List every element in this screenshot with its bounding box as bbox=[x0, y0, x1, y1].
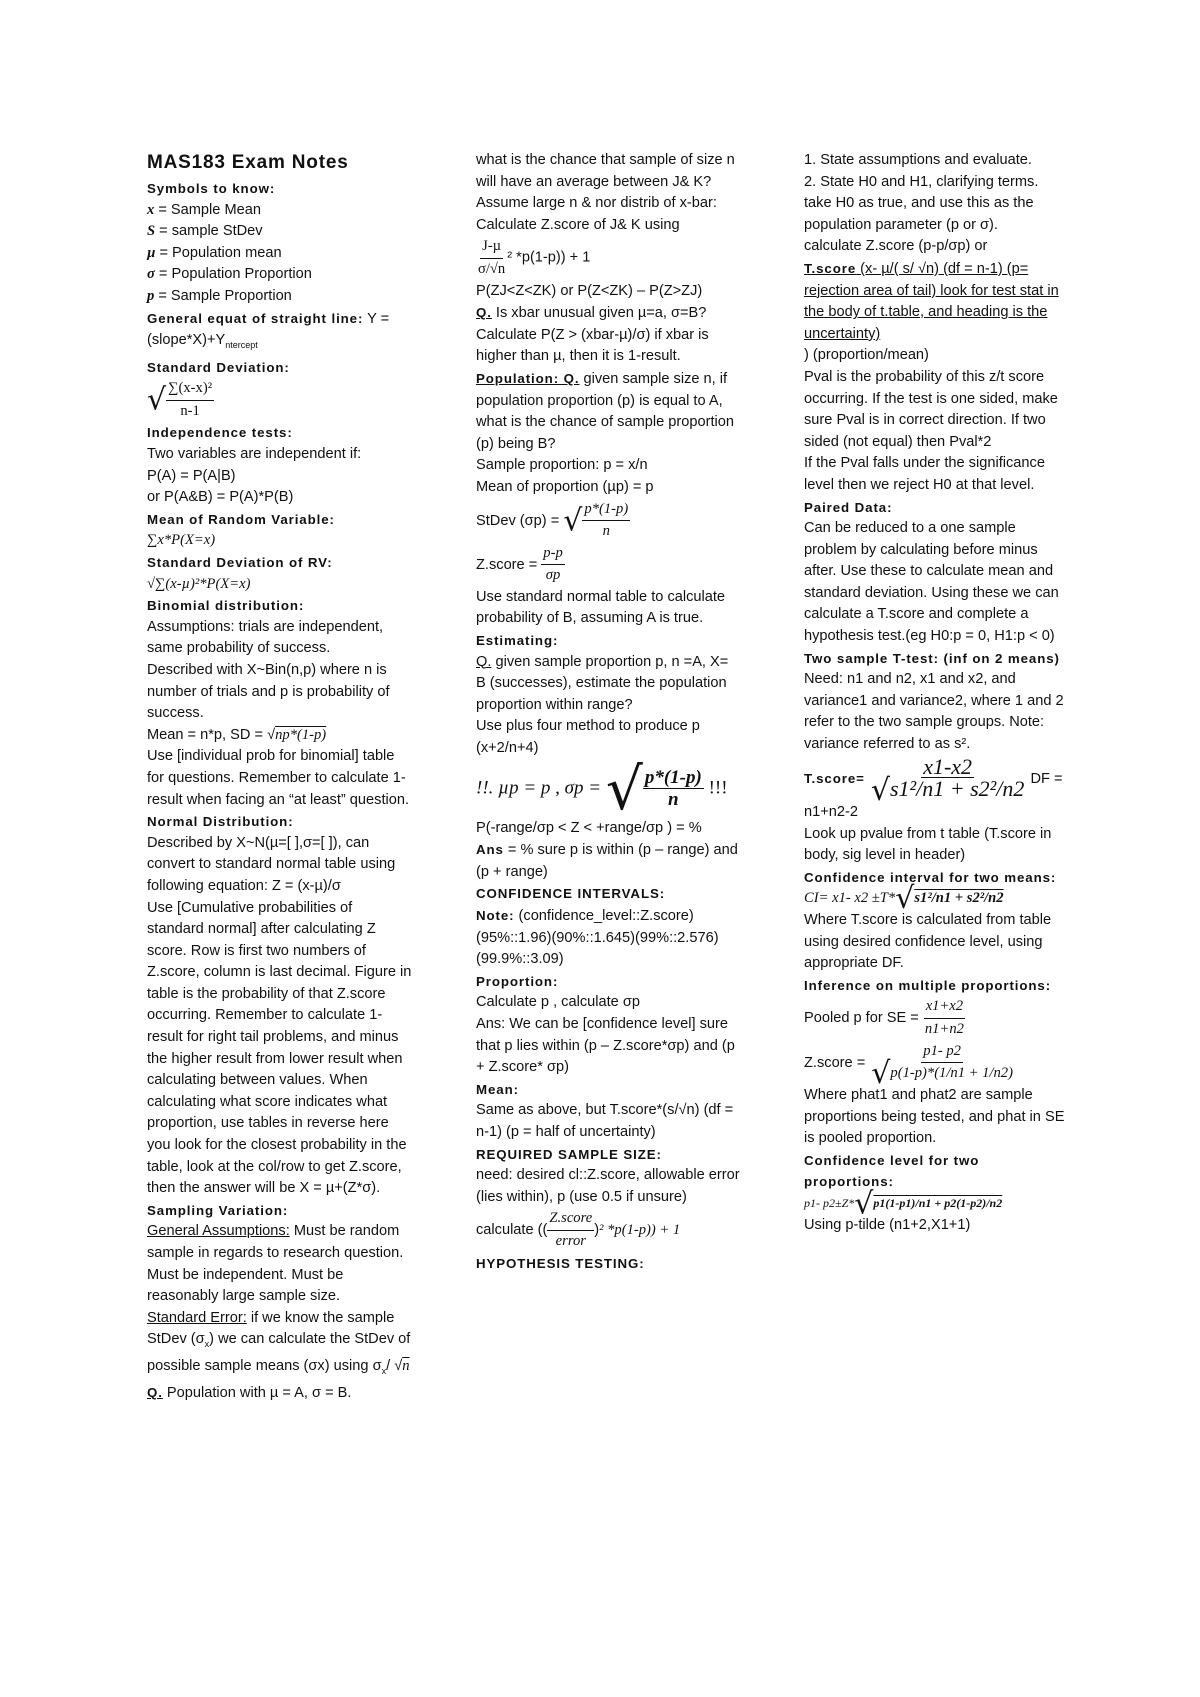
text-block: Q. Is xbar unusual given µ=a, σ=B? Calculate P(Z > (xbar-µ)/σ) if xbar is higher than µ, then it is 1-result. bbox=[476, 305, 709, 365]
symbol-row: p = Sample Proportion bbox=[147, 287, 292, 304]
text-block: Q. Population with µ = A, σ = B. bbox=[147, 1385, 352, 1402]
text-block: Pval is the probability of this z/t score occurring. If the test is one sided, make sure Pval is in correct direction. If two sided (not equal) then Pval*2 bbox=[804, 368, 1058, 450]
text-block: Use [individual prob for binomial] table for questions. Remember to calculate 1-result when facing an “at least” question. bbox=[147, 748, 410, 808]
column-3 bbox=[804, 150, 1069, 1237]
text-block: General Assumptions: Must be random sample in regards to research question. Must be independent. Must be reasonably large sample size. bbox=[147, 1223, 404, 1305]
text-block: Standard Error: if we know the sample StDev $(\sigma_x)$ we can calculate the StDev of possible sample means (σx) using $\sigma_x/$ √n bbox=[147, 1309, 411, 1376]
text-block: Described by X~N(µ=[ ],σ=[ ]), can convert to standard normal table using following equation: Z = (x-µ)/σ bbox=[147, 834, 396, 894]
text-block: Assume large n & nor distrib of x-bar: bbox=[476, 195, 717, 212]
column-2 bbox=[476, 150, 741, 1274]
two-sample-heading: Two sample T-test: (inf on 2 means) bbox=[804, 650, 1060, 666]
text-block: Look up pvalue from t table (T.score in body, sig level in header) bbox=[804, 825, 1052, 864]
symbol-row: x = Sample Mean bbox=[147, 201, 261, 218]
column-1 bbox=[147, 150, 412, 1405]
text-block: need: desired cl::Z.score, allowable error (lies within), p (use 0.5 if unsure) bbox=[476, 1167, 740, 1205]
hypothesis-heading: HYPOTHESIS TESTING: bbox=[476, 1255, 645, 1271]
radical-icon: √ bbox=[147, 382, 167, 418]
ci-two-means-heading: Confidence interval for two means: bbox=[804, 869, 1057, 885]
text-block: Calculate Z.score of J& K using bbox=[476, 216, 680, 233]
text-block: Same as above, but T.score*(s/√n) (df = n-1) (p = half of uncertainty) bbox=[476, 1102, 734, 1140]
text-block: Need: n1 and n2, x1 and x2, and variance1 and variance2, where 1 and 2 refer to the two sample groups. Note: variance referred to as s². bbox=[804, 671, 1064, 753]
sd-rv-formula: √∑(x-µ)²*P(X=x) bbox=[147, 575, 251, 592]
text-block: Described with X~Bin(n,p) where n is number of trials and p is probability of success. bbox=[147, 661, 390, 722]
text-line: Calculate p , calculate σp bbox=[476, 994, 640, 1011]
text-line: Sample proportion: p = x/n bbox=[476, 457, 648, 474]
symbols-heading: Symbols to know: bbox=[147, 181, 276, 196]
text-line: calculate Z.score (p-p/σp) or bbox=[804, 238, 988, 255]
symbol-row: µ = Population mean bbox=[147, 244, 282, 261]
text-block: Ans = % sure p is within (p – range) and (p + range) bbox=[476, 842, 738, 880]
text-block: Use standard normal table to calculate probability of B, assuming A is true. bbox=[476, 588, 726, 627]
text-block: Use [Cumulative probabilities of standard normal] after calculating Z score. Row is first two numbers of Z.score, column is last decimal. Figure in table is the probability of that Z.score occurring. Remember to calculate 1-result for right tail problems, and minus the higher result from lower result when calculating between values. When calculating what score indicates what proportion, use tables in reverse here you look for the closest probability in the table, look at the col/row to get Z.score, then the answer will be X = µ+(Z*σ). bbox=[147, 899, 412, 1197]
paired-heading: Paired Data: bbox=[804, 499, 893, 515]
text-block: Can be reduced to a one sample problem by calculating before minus after. Use these to calculate mean and standard deviation. Using these we can calculate a T.score and complete a hypothesis test.(eg H0:p = 0, H1:p < 0) bbox=[804, 520, 1059, 645]
text-line: (99.9%::3.09) bbox=[476, 951, 564, 968]
sample-size-formula: calculate (( $\frac{\text{Z.score}}{\text{error}}$ )² *p(1-p)) + 1 bbox=[476, 1210, 681, 1249]
text-line: n1+n2-2 bbox=[804, 803, 858, 820]
text-block: T.score (x- µ/( s/ √n) (df = n-1) (p= rejection area of tail) look for test stat in the body of t.table, and heading is the uncertainty) bbox=[804, 260, 1059, 342]
radical-icon: √ bbox=[394, 1357, 403, 1374]
tscore-formula: T.score= $\frac{x1-x2}{\text{√s1²/n1 + s2²/n2}}$ DF = bbox=[804, 753, 1063, 809]
radical-icon: √ bbox=[563, 502, 583, 538]
text-block: what is the chance that sample of size n will have an average between J& K? bbox=[476, 152, 735, 190]
straight-line-text: General equat of straight line: $Y = (slope*X)+Y_{ntercept}$ bbox=[147, 310, 390, 351]
text-line: P(-range/σp < Z < +range/σp ) = % bbox=[476, 819, 702, 836]
text-line: or P(A&B) = P(A)*P(B) bbox=[147, 489, 294, 506]
binomial-heading: Binomial distribution: bbox=[147, 598, 305, 614]
pooled-formula: Pooled p for SE = $\frac{x1+x2}{n1+n2}$ bbox=[804, 998, 964, 1038]
sd-heading: Standard Deviation: bbox=[147, 359, 290, 375]
text-line: ) (proportion/mean) bbox=[804, 347, 929, 364]
radical-icon: √ bbox=[267, 726, 276, 743]
radical-icon: √ bbox=[147, 575, 156, 592]
ci-heading: CONFIDENCE INTERVALS: bbox=[476, 886, 666, 902]
mean-rv-formula: ∑x*P(X=x) bbox=[147, 532, 216, 549]
text-block: Population: Q. given sample size n, if population proportion (p) is equal to A, what is the chance of sample proportion (p) being B? bbox=[476, 370, 734, 452]
proportion-heading: Proportion: bbox=[476, 973, 559, 989]
page-title: MAS183 Exam Notes bbox=[147, 152, 349, 173]
binomial-mean: Mean = n*p, SD = √np*(1-p) bbox=[147, 726, 327, 743]
z-fraction: $\frac{\text{J-µ}}{\sigma/√n}$ ² *p(1-p)) + 1 bbox=[478, 238, 591, 277]
sampling-heading: Sampling Variation: bbox=[147, 1202, 289, 1218]
text-block: P(ZJ<Z<ZK) or P(Z<ZK) – P(Z>ZJ) bbox=[476, 282, 703, 299]
mean-rv-heading: Mean of Random Variable: bbox=[147, 511, 335, 527]
radical-icon: √ bbox=[870, 773, 890, 809]
text-block: If the Pval falls under the significance level then we reject H0 at that level. bbox=[804, 455, 1045, 493]
plus-four-formula: !!. µp = p , σp = √ $\frac{p*(1-p)}{n}$ !!! bbox=[476, 754, 728, 823]
mean-heading: Mean: bbox=[476, 1081, 519, 1097]
cl-two-proportions-formula: p1- p2±Z*√p1(1-p1)/n1 + p2(1-p2)/n2 bbox=[804, 1186, 1003, 1222]
text-line: Using p-tilde (n1+2,X1+1) bbox=[804, 1216, 971, 1233]
radical-icon: √ bbox=[854, 1186, 874, 1222]
symbol-row: σ = Population Proportion bbox=[147, 266, 312, 283]
normal-heading: Normal Distribution: bbox=[147, 814, 294, 830]
radical-icon: √ bbox=[871, 1056, 891, 1092]
sd-formula: √ $\frac{\text{∑(x-x)²}}{n-1}$ bbox=[147, 380, 213, 419]
text-block: Use plus four method to produce p (x+2/n+4) bbox=[476, 718, 700, 757]
text-block: Ans: We can be [confidence level] sure that p lies within (p – Z.score*σp) and (p + Z.score* σp) bbox=[476, 1015, 735, 1076]
text-line: Mean of proportion (µp) = p bbox=[476, 478, 654, 495]
text-line: P(A) = P(A|B) bbox=[147, 467, 236, 484]
required-sample-size-heading: REQUIRED SAMPLE SIZE: bbox=[476, 1146, 662, 1162]
text-block: 2. State H0 and H1, clarifying terms. take H0 as true, and use this as the population parameter (p or σ). bbox=[804, 173, 1039, 233]
text-line: 1. State assumptions and evaluate. bbox=[804, 152, 1032, 168]
text-block: Where phat1 and phat2 are sample proportions being tested, and phat in SE is pooled proportion. bbox=[804, 1086, 1065, 1147]
text-block: Where T.score is calculated from table using desired confidence level, using appropriate DF. bbox=[804, 912, 1052, 972]
independence-heading: Independence tests: bbox=[147, 425, 293, 441]
estimating-heading: Estimating: bbox=[476, 633, 559, 649]
radical-icon: √ bbox=[895, 881, 915, 917]
multi-proportions-heading: Inference on multiple proportions: bbox=[804, 977, 1052, 993]
text-block: Q. given sample proportion p, n =A, X= B (successes), estimate the population proportion within range? bbox=[476, 653, 729, 713]
z-two-proportions-formula: Z.score = $\frac{p1- p2}{√p(1-p)*(1/n1 + 1/n2)}$ bbox=[804, 1042, 1013, 1092]
radical-icon: √ bbox=[605, 754, 643, 823]
stdev-formula: StDev (σp) = √ $\frac{p*(1-p)}{n}$ bbox=[476, 500, 629, 540]
text-block: Assumptions: trials are independent, same probability of success. bbox=[147, 618, 384, 657]
text-block: Note: (confidence_level::Z.score) (95%::1.96)(90%::1.645)(99%::2.576) bbox=[476, 908, 719, 946]
symbol-row: S = sample StDev bbox=[147, 223, 263, 240]
text-line: Two variables are independent if: bbox=[147, 446, 362, 463]
cl-two-proportions-heading: Confidence level for two proportions: bbox=[804, 1152, 980, 1190]
sd-rv-heading: Standard Deviation of RV: bbox=[147, 555, 333, 570]
zscore-formula: Z.score = $\frac{p-p}{\sigma p}$ bbox=[476, 544, 563, 584]
ci-two-means-formula: CI= x1- x2 ±T*√s1²/n1 + s2²/n2 bbox=[804, 881, 1004, 917]
